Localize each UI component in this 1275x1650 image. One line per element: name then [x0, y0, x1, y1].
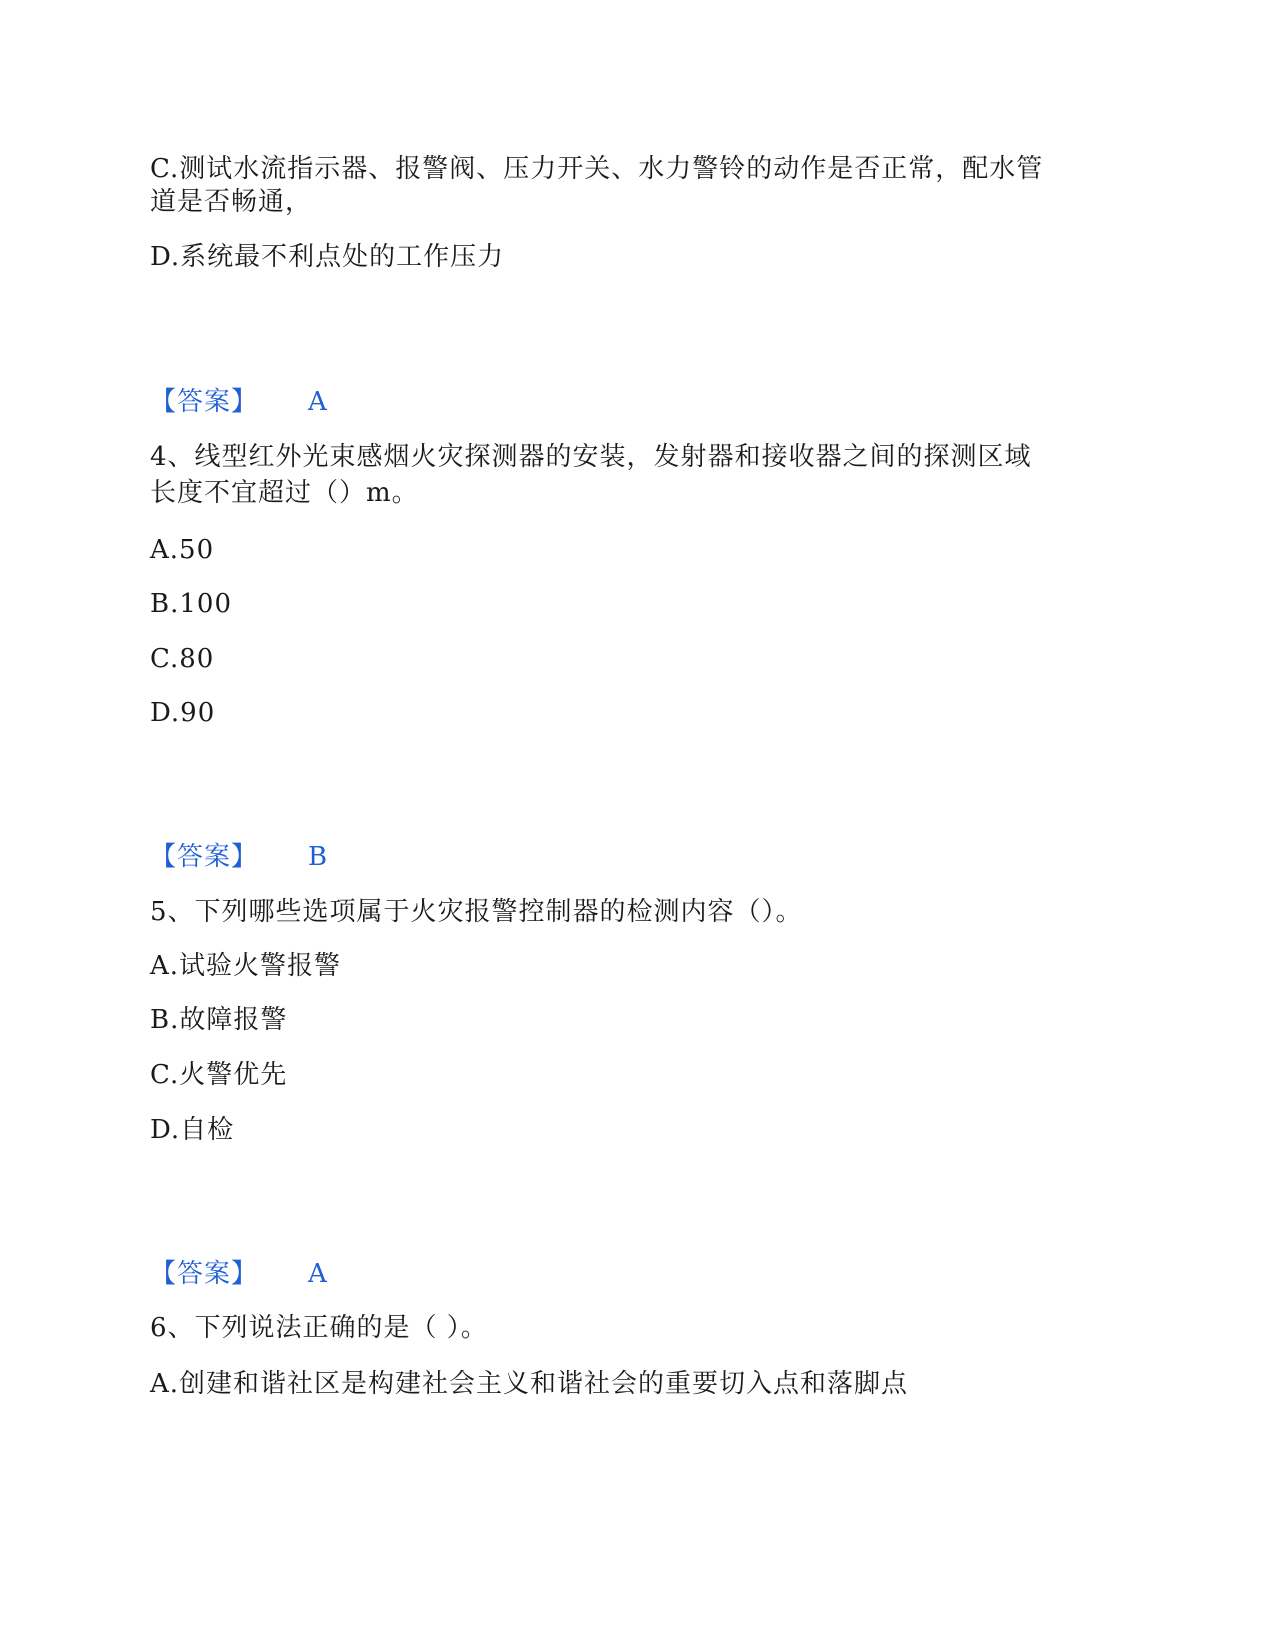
answer-value: A	[308, 387, 327, 417]
answer-value: B	[308, 842, 328, 872]
q6-stem: 6、下列说法正确的是（ ）。	[150, 1313, 488, 1343]
q5-option-c: C.火警优先	[150, 1060, 288, 1090]
q4-option-a: A.50	[150, 535, 215, 565]
q4-answer	[150, 837, 328, 877]
q3-option-c-line1: C.测试水流指示器、报警阀、压力开关、水力警铃的动作是否正常，配水管	[150, 154, 1044, 184]
q3-option-d: D.系统最不利点处的工作压力	[150, 242, 505, 272]
q5-answer	[150, 1254, 327, 1294]
q5-option-a: A.试验火警报警	[150, 951, 342, 981]
answer-tag: 【答案】	[150, 387, 259, 417]
q3-option-c-line2: 道是否畅通，	[150, 187, 313, 217]
answer-tag: 【答案】	[150, 1259, 259, 1289]
q4-option-b: B.100	[150, 589, 232, 619]
q4-option-c: C.80	[150, 644, 215, 674]
q5-stem: 5、下列哪些选项属于火灾报警控制器的检测内容（）。	[150, 897, 803, 927]
answer-value: A	[308, 1259, 327, 1289]
q4-stem-line2: 长度不宜超过（）m。	[150, 478, 419, 508]
q5-option-b: B.故障报警	[150, 1005, 288, 1035]
q4-stem-line1: 4、线型红外光束感烟火灾探测器的安装，发射器和接收器之间的探测区域	[150, 442, 1032, 472]
q6-option-a: A.创建和谐社区是构建社会主义和谐社会的重要切入点和落脚点	[150, 1369, 909, 1399]
answer-tag: 【答案】	[150, 842, 259, 872]
q4-option-d: D.90	[150, 698, 216, 728]
q3-answer	[150, 382, 327, 422]
q5-option-d: D.自检	[150, 1115, 235, 1145]
